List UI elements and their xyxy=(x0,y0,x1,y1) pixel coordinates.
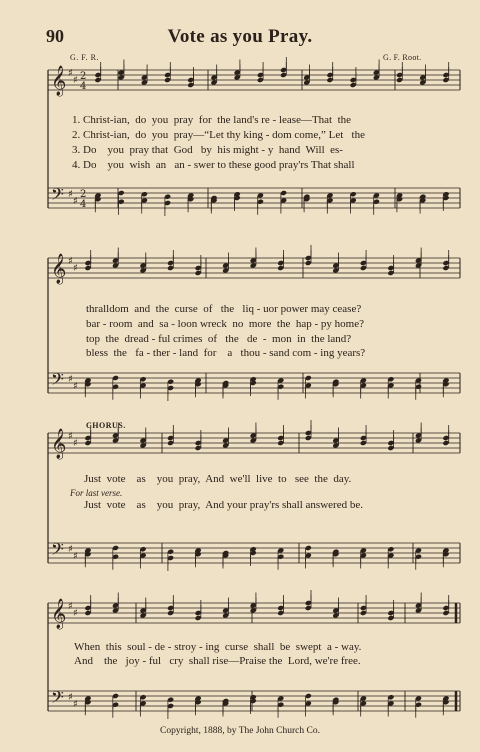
treble-clef: 𝄞 xyxy=(51,66,67,96)
lyric-line: Just vote as you pray, And your pray'rs shall answered be. xyxy=(84,499,363,511)
time-signature: 2 xyxy=(80,71,87,82)
lyric-line: 3. Do you pray that God by his might - y hand Will es- xyxy=(72,144,343,156)
key-signature-sharp: ♯ xyxy=(73,75,78,86)
lyricist-credit: G. F. R. xyxy=(70,53,99,62)
lyric-line: Just vote as you pray, And we'll live to see the day. xyxy=(84,473,352,485)
hymn-title: Vote as you Pray. xyxy=(167,26,313,47)
lyric-line: bar - room and sa - loon wreck no more the hap - py home? xyxy=(86,318,364,330)
bass-clef: 𝄢 xyxy=(51,539,64,563)
time-signature: 2 xyxy=(80,189,87,200)
lyric-line: top the dread - ful crimes of the de - mon in the land? xyxy=(86,333,352,345)
key-signature-sharp: ♯ xyxy=(73,699,78,710)
lyric-line: 2. Christ-ian, do you pray—“Let thy king - dom come,” Let the xyxy=(72,129,365,141)
composer-credit: G. F. Root. xyxy=(383,53,422,62)
chorus-label: CHORUS. xyxy=(86,421,126,430)
key-signature-sharp: ♯ xyxy=(68,601,73,612)
key-signature-sharp: ♯ xyxy=(68,256,73,267)
treble-clef: 𝄞 xyxy=(51,599,67,629)
key-signature-sharp: ♯ xyxy=(73,381,78,392)
copyright-notice: Copyright, 1888, by The John Church Co. xyxy=(159,726,320,736)
lyric-line: thralldom and the curse of the liq - uor power may cease? xyxy=(86,303,362,315)
key-signature-sharp: ♯ xyxy=(68,431,73,442)
lyric-line: And the joy - ful cry shall rise—Praise the Lord, we're free. xyxy=(74,655,361,667)
lyric-line: When this soul - de - stroy - ing curse shall be swept a - way. xyxy=(74,641,362,653)
key-signature-sharp: ♯ xyxy=(68,68,73,79)
bass-clef: 𝄢 xyxy=(51,687,64,711)
treble-clef: 𝄞 xyxy=(51,254,67,284)
key-signature-sharp: ♯ xyxy=(73,196,78,207)
key-signature-sharp: ♯ xyxy=(68,544,73,555)
key-signature-sharp: ♯ xyxy=(73,263,78,274)
page-number: 90 xyxy=(46,26,64,46)
lyric-line: 4. Do you wish an an - swer to these good pray'rs That shall xyxy=(72,159,355,171)
key-signature-sharp: ♯ xyxy=(68,374,73,385)
key-signature-sharp: ♯ xyxy=(73,438,78,449)
lyric-line: 1. Christ-ian, do you pray for the land's re - lease—That the xyxy=(72,114,352,126)
time-signature: 4 xyxy=(80,81,87,92)
key-signature-sharp: ♯ xyxy=(68,692,73,703)
key-signature-sharp: ♯ xyxy=(73,551,78,562)
bass-clef: 𝄢 xyxy=(51,369,64,393)
bass-clef: 𝄢 xyxy=(51,184,64,208)
treble-clef: 𝄞 xyxy=(51,429,67,459)
last-verse-note: For last verse. xyxy=(70,488,123,498)
lyric-line: bless the fa - ther - land for a thou - sand com - ing years? xyxy=(86,347,366,359)
key-signature-sharp: ♯ xyxy=(68,189,73,200)
key-signature-sharp: ♯ xyxy=(73,608,78,619)
time-signature: 4 xyxy=(80,199,87,210)
